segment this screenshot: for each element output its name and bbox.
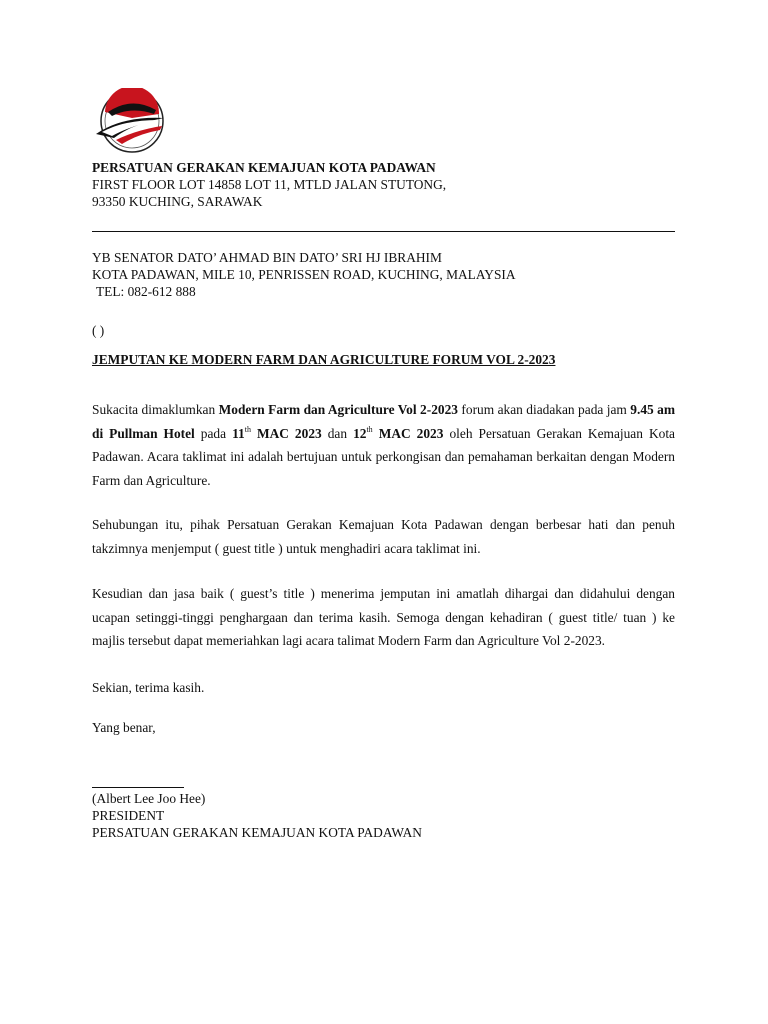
- p1-time-venue: 9.45 am di Pullman Hotel: [92, 402, 675, 441]
- signature-block: [92, 790, 422, 841]
- p1-date-1-suffix: th: [244, 424, 251, 434]
- letterhead-divider: [92, 231, 675, 232]
- p1-text-1: Sukacita dimaklumkan: [92, 402, 219, 417]
- signer-title: PRESIDENT: [92, 808, 165, 823]
- signer-name: (Albert Lee Joo Hee): [92, 791, 206, 806]
- p1-date-2-suffix: th: [366, 424, 373, 434]
- p1-date-2-day: 12: [353, 425, 367, 441]
- recipient-name: YB SENATOR DATO’ AHMAD BIN DATO’ SRI HJ IBRAHIM: [92, 250, 442, 265]
- organization-logo: [92, 88, 170, 154]
- paragraph-3: Kesudian dan jasa baik ( guest’s title ) menerima jemputan ini amatlah dihargai dan didahului dengan ucapan setinggi-tinggi penghargaan dan terima kasih. Semoga dengan kehadiran ( guest title/ tuan ) ke majlis tersebut dapat memeriahkan lagi acara talimat Modern Farm dan Agriculture Vol 2-2023.: [92, 586, 675, 648]
- p1-text-4: dan: [321, 425, 354, 441]
- p1-event-name: Modern Farm dan Agriculture Vol 2-2023: [218, 402, 458, 417]
- valediction: Yang benar,: [92, 720, 156, 735]
- signer-organization: PERSATUAN GERAKAN KEMAJUAN KOTA PADAWAN: [92, 825, 422, 840]
- p1-text-2: forum akan diadakan pada jam: [457, 402, 631, 417]
- closing-line: Sekian, terima kasih.: [92, 680, 205, 695]
- p1-text-5: oleh Persatuan Gerakan Kemajuan Kota Padawan. Acara taklimat ini adalah bertujuan untuk perkongisan dan pemahaman berkaitan dengan Modern Farm dan Agriculture.: [92, 425, 675, 488]
- address-line-2: 93350 KUCHING, SARAWAK: [92, 194, 263, 209]
- letter-subject: JEMPUTAN KE MODERN FARM DAN AGRICULTURE FORUM VOL 2-2023: [92, 352, 556, 367]
- letterhead: [92, 159, 682, 210]
- reference-placeholder: ( ): [92, 323, 105, 338]
- recipient-tel: TEL: 082-612 888: [96, 284, 196, 299]
- p1-date-1-month: MAC 2023: [250, 425, 322, 441]
- p1-date-1-day: 11: [232, 425, 245, 441]
- recipient-block: [92, 249, 682, 300]
- p1-date-2-month: MAC 2023: [372, 425, 444, 441]
- recipient-address: KOTA PADAWAN, MILE 10, PENRISSEN ROAD, KUCHING, MALAYSIA: [92, 267, 516, 282]
- signature-line: [92, 787, 184, 788]
- paragraph-2: Sehubungan itu, pihak Persatuan Gerakan Kemajuan Kota Padawan dengan berbesar hati dan penuh takzimnya menjemput ( guest title ) untuk menghadiri acara taklimat ini.: [92, 517, 675, 556]
- organization-name: PERSATUAN GERAKAN KEMAJUAN KOTA PADAWAN: [92, 160, 436, 175]
- p1-text-3: pada: [194, 425, 233, 441]
- paragraph-1: [92, 398, 675, 492]
- address-line-1: FIRST FLOOR LOT 14858 LOT 11, MTLD JALAN STUTONG,: [92, 177, 447, 192]
